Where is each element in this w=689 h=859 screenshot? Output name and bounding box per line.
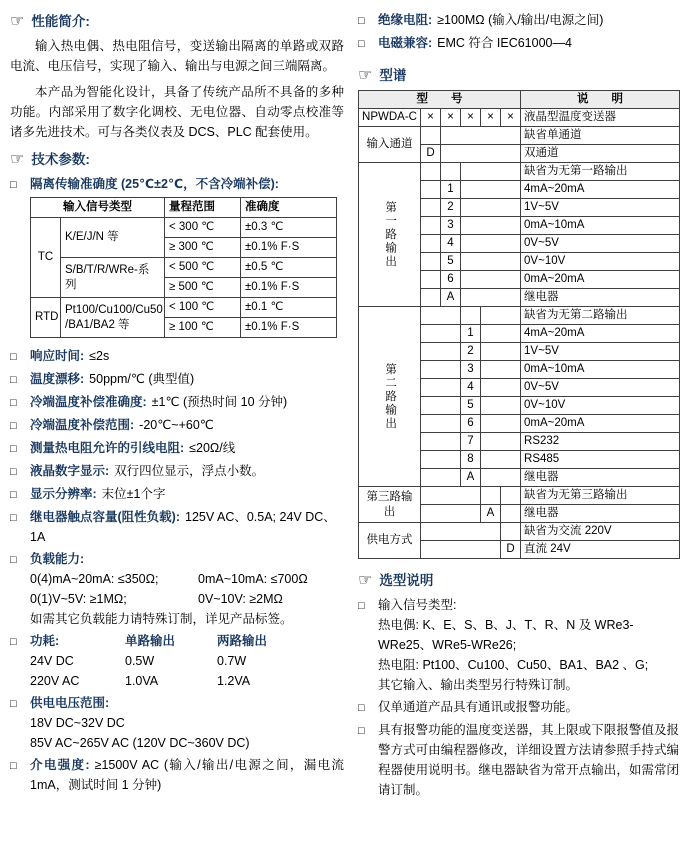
vertical-label: 第二路输出	[384, 362, 397, 431]
selection-title: 选型说明	[379, 573, 434, 588]
model-spectrum-title: 型谱	[379, 68, 407, 83]
emc-value: EMC 符合 IEC61000—4	[437, 36, 572, 50]
emc-body	[378, 33, 679, 54]
load-line-2a: 0(1)V~5V: ≥1MΩ;	[30, 592, 127, 606]
param-item	[10, 415, 344, 436]
selection-item-single-channel	[358, 697, 679, 718]
power-row-name: 220V AC	[30, 674, 80, 688]
option-code: 5	[461, 397, 481, 415]
option-desc: 0V~10V	[521, 253, 680, 271]
empty-cell	[461, 271, 521, 289]
bullet-icon: □	[10, 420, 17, 432]
row	[31, 258, 337, 278]
section-label-output-1	[359, 163, 421, 307]
empty-cell	[421, 235, 441, 253]
load-label: 负载能力:	[30, 552, 85, 566]
accuracy-table	[30, 197, 337, 338]
option-desc: 4mA~20mA	[521, 325, 680, 343]
param-body	[30, 369, 344, 390]
option-desc: 0mA~20mA	[521, 415, 680, 433]
param-item	[10, 507, 344, 547]
row	[359, 109, 680, 127]
empty-cell	[481, 361, 521, 379]
model-header: 型 号	[359, 91, 521, 109]
option-desc: 4mA~20mA	[521, 181, 680, 199]
section-heading-tech-params	[10, 148, 344, 168]
acc-value: ±0.1% F·S	[241, 278, 337, 298]
option-code: 4	[461, 379, 481, 397]
load-line-1b: 0mA~10mA: ≤700Ω	[198, 572, 308, 586]
row	[359, 487, 680, 505]
section-label-output-2	[359, 307, 421, 487]
param-body	[30, 461, 344, 482]
option-desc: 双通道	[521, 145, 680, 163]
acc-header-range: 量程范围	[165, 198, 241, 218]
param-label: 冷端温度补偿准确度:	[30, 395, 147, 409]
row	[31, 218, 337, 238]
insulation-value: ≥100MΩ (输入/输出/电源之间)	[437, 13, 604, 27]
option-code: 8	[461, 451, 481, 469]
option-code	[461, 307, 481, 325]
option-desc: 0V~5V	[521, 235, 680, 253]
row	[359, 523, 680, 541]
acc-range: ≥ 300 ℃	[165, 238, 241, 258]
bullet-icon: □	[358, 600, 365, 612]
accuracy-label: 隔离传输准确度 (25℃±2℃，不含冷端补偿):	[30, 177, 279, 191]
param-value: -20℃~+60℃	[139, 418, 214, 432]
option-desc: RS232	[521, 433, 680, 451]
empty-cell	[421, 271, 441, 289]
empty-cell	[421, 307, 461, 325]
option-code: 6	[461, 415, 481, 433]
acc-range: < 100 ℃	[165, 298, 241, 318]
param-item	[10, 369, 344, 390]
param-item	[10, 392, 344, 413]
intro-paragraph-1: 输入热电偶、热电阻信号，变送输出隔离的单路或双路电流、电压信号，实现了输入、输出与电源之间三端隔离。	[10, 39, 344, 73]
empty-cell	[481, 415, 521, 433]
selection-line-thermocouple: 热电偶: K、E、S、B、J、T、R、N 及 WRe3-WRe25、WRe5-WRe26;	[378, 618, 634, 652]
option-code: 1	[441, 181, 461, 199]
model-spectrum-table	[358, 90, 680, 559]
bullet-icon: □	[10, 512, 17, 524]
option-code: A	[481, 505, 501, 523]
empty-cell	[461, 235, 521, 253]
empty-cell	[461, 289, 521, 307]
power-row-name: 24V DC	[30, 654, 74, 668]
selection-item-body	[378, 595, 679, 695]
option-code: 3	[441, 217, 461, 235]
section-heading-performance	[10, 10, 344, 30]
bullet-icon: □	[358, 702, 365, 714]
hand-icon: ☞	[10, 151, 25, 168]
param-value: 末位±1个字	[101, 487, 166, 501]
x-mark: ×	[501, 109, 521, 127]
bullet-icon: □	[358, 38, 365, 50]
insulation-item	[358, 10, 679, 31]
option-desc: 0mA~20mA	[521, 271, 680, 289]
option-desc: 继电器	[521, 289, 680, 307]
dielectric-label: 介电强度:	[30, 758, 90, 772]
empty-cell	[481, 343, 521, 361]
x-mark: ×	[441, 109, 461, 127]
option-desc: 0V~5V	[521, 379, 680, 397]
param-label: 显示分辨率:	[30, 487, 97, 501]
acc-type: K/E/J/N 等	[61, 218, 165, 258]
power-row-value: 1.0VA	[125, 674, 159, 688]
option-code: D	[501, 541, 521, 559]
power-row-value: 1.2VA	[217, 674, 251, 688]
param-label: 响应时间:	[30, 349, 85, 363]
bullet-icon: □	[358, 15, 365, 27]
dielectric-body	[30, 755, 344, 795]
empty-cell	[421, 397, 461, 415]
power-row-value: 0.5W	[125, 654, 155, 668]
performance-title: 性能简介:	[31, 14, 90, 29]
empty-cell	[421, 199, 441, 217]
bullet-icon: □	[10, 466, 17, 478]
empty-cell	[421, 343, 461, 361]
emc-item	[358, 33, 679, 54]
acc-header-type: 输入信号类型	[31, 198, 165, 218]
option-code: 2	[461, 343, 481, 361]
empty-cell	[461, 217, 521, 235]
empty-cell	[421, 523, 501, 541]
option-code: 1	[461, 325, 481, 343]
power-row-value: 0.7W	[217, 654, 247, 668]
option-code	[421, 127, 441, 145]
bullet-icon: □	[10, 351, 17, 363]
param-value: ≤2s	[89, 349, 110, 363]
bullet-icon: □	[10, 179, 17, 191]
option-desc: 缺省为交流 220V	[521, 523, 680, 541]
empty-cell	[421, 505, 481, 523]
row	[359, 91, 680, 109]
hand-icon: ☞	[10, 13, 25, 30]
empty-cell	[421, 163, 441, 181]
option-desc: 继电器	[521, 469, 680, 487]
acc-value: ±0.1 ℃	[241, 298, 337, 318]
section-label-output-3: 第三路输出	[359, 487, 421, 523]
param-body	[30, 415, 344, 436]
bullet-icon: □	[10, 489, 17, 501]
option-desc: 缺省单通道	[521, 127, 680, 145]
empty-cell	[501, 505, 521, 523]
param-body	[30, 484, 344, 505]
power-item	[10, 631, 344, 691]
row	[31, 198, 337, 218]
section-label-input-channel: 输入通道	[359, 127, 421, 163]
option-desc: 1V~5V	[521, 343, 680, 361]
hand-icon: ☞	[358, 572, 373, 589]
acc-range: < 500 ℃	[165, 258, 241, 278]
option-code: A	[441, 289, 461, 307]
supply-voltage-body	[30, 693, 344, 753]
x-mark: ×	[481, 109, 501, 127]
option-desc: 0V~10V	[521, 397, 680, 415]
empty-cell	[421, 415, 461, 433]
param-value: ±1℃ (预热时间 10 分钟)	[151, 395, 288, 409]
bullet-icon: □	[10, 443, 17, 455]
option-code: 6	[441, 271, 461, 289]
bullet-icon: □	[10, 698, 17, 710]
load-capability-body	[30, 549, 344, 629]
param-label: 继电器触点容量(阻性负载):	[30, 510, 180, 524]
acc-type: S/B/T/R/WRe-系列	[61, 258, 165, 298]
param-label: 测量热电阻允许的引线电阻:	[30, 441, 185, 455]
param-item	[10, 484, 344, 505]
selection-item-signal-types	[358, 595, 679, 695]
acc-header-acc: 准确度	[241, 198, 337, 218]
acc-group-rtd: RTD	[31, 298, 61, 338]
acc-group-tc: TC	[31, 218, 61, 298]
acc-range: < 300 ℃	[165, 218, 241, 238]
param-body	[30, 507, 344, 547]
option-desc: RS485	[521, 451, 680, 469]
insulation-body	[378, 10, 679, 31]
empty-cell	[481, 325, 521, 343]
supply-line-1: 18V DC~32V DC	[30, 716, 125, 730]
option-desc: 0mA~10mA	[521, 361, 680, 379]
empty-cell	[421, 361, 461, 379]
selection-item-alarm	[358, 720, 679, 800]
option-desc: 0mA~10mA	[521, 217, 680, 235]
selection-item-body: 仅单通道产品具有通讯或报警功能。	[378, 700, 579, 714]
option-code: 2	[441, 199, 461, 217]
param-value: 双行四位显示，浮点小数。	[114, 464, 265, 478]
empty-cell	[461, 253, 521, 271]
load-note: 如需其它负载能力请特殊订制，详见产品标签。	[30, 612, 293, 626]
empty-cell	[441, 127, 521, 145]
option-desc: 缺省为无第一路输出	[521, 163, 680, 181]
option-code	[481, 487, 501, 505]
param-body	[30, 346, 344, 367]
row	[359, 163, 680, 181]
empty-cell	[481, 469, 521, 487]
acc-value: ±0.1% F·S	[241, 318, 337, 338]
bullet-icon: □	[10, 636, 17, 648]
empty-cell	[481, 379, 521, 397]
section-heading-model-spectrum	[358, 64, 679, 84]
option-code	[441, 163, 461, 181]
empty-cell	[421, 541, 501, 559]
emc-label: 电磁兼容:	[378, 36, 433, 50]
selection-item-body: 具有报警功能的温度变送器，其上限或下限报警值及报警方式可由编程器修改，详细设置方法请参照手持式编程器使用说明书。继电器缺省为常开点输出，如需常闭请订制。	[378, 723, 679, 797]
row	[31, 298, 337, 318]
left-column	[10, 8, 344, 802]
param-item	[10, 438, 344, 459]
selection-line-rtd: 热电阻: Pt100、Cu100、Cu50、BA1、BA2 、G;	[378, 658, 649, 672]
param-value: 125V AC、0.5A; 24V DC、1A	[30, 510, 336, 544]
param-label: 温度漂移:	[30, 372, 85, 386]
empty-cell	[501, 487, 521, 505]
param-item	[10, 346, 344, 367]
option-code: 5	[441, 253, 461, 271]
power-col-single: 单路输出	[125, 634, 176, 648]
insulation-label: 绝缘电阻:	[378, 13, 433, 27]
accuracy-item	[10, 174, 344, 195]
option-code: A	[461, 469, 481, 487]
param-label: 液晶数字显示:	[30, 464, 110, 478]
empty-cell	[421, 487, 481, 505]
hand-icon: ☞	[358, 67, 373, 84]
param-label: 冷端温度补偿范围:	[30, 418, 135, 432]
empty-cell	[421, 325, 461, 343]
param-body	[30, 438, 344, 459]
empty-cell	[461, 163, 521, 181]
right-column	[358, 8, 679, 802]
option-desc: 缺省为无第二路输出	[521, 307, 680, 325]
empty-cell	[421, 289, 441, 307]
empty-cell	[481, 433, 521, 451]
empty-cell	[481, 451, 521, 469]
intro-paragraph-2: 本产品为智能化设计，具备了传统产品所不具备的多种功能。内部采用了数字化调校、无电位器、自动零点校准等诸多先进技术。可与各类仪表及 DCS、PLC 配套使用。	[10, 85, 344, 139]
option-code: 4	[441, 235, 461, 253]
empty-cell	[481, 397, 521, 415]
acc-value: ±0.5 ℃	[241, 258, 337, 278]
acc-value: ±0.3 ℃	[241, 218, 337, 238]
acc-type: Pt100/Cu100/Cu50 /BA1/BA2 等	[61, 298, 165, 338]
option-desc: 缺省为无第三路输出	[521, 487, 680, 505]
option-code	[501, 523, 521, 541]
x-mark: ×	[461, 109, 481, 127]
empty-cell	[461, 181, 521, 199]
param-item	[10, 461, 344, 482]
x-mark: ×	[421, 109, 441, 127]
selection-signal-label: 输入信号类型:	[378, 598, 457, 612]
row	[359, 127, 680, 145]
load-line-2b: 0V~10V: ≥2MΩ	[198, 592, 283, 606]
supply-voltage-item	[10, 693, 344, 753]
empty-cell	[421, 451, 461, 469]
dielectric-value: ≥1500V AC (输入/输出/电源之间，漏电流 1mA，测试时间 1 分钟)	[30, 758, 344, 792]
load-line-1a: 0(4)mA~20mA: ≤350Ω;	[30, 572, 159, 586]
param-value: 50ppm/℃ (典型值)	[89, 372, 195, 386]
product-desc: 液晶型温度变送器	[521, 109, 680, 127]
option-code: D	[421, 145, 441, 163]
power-col-dual: 两路输出	[217, 634, 268, 648]
supply-line-2: 85V AC~265V AC (120V DC~360V DC)	[30, 736, 250, 750]
vertical-label: 第一路输出	[384, 200, 397, 269]
option-desc: 直流 24V	[521, 541, 680, 559]
empty-cell	[481, 307, 521, 325]
supply-label: 供电电压范围:	[30, 696, 110, 710]
option-desc: 继电器	[521, 505, 680, 523]
empty-cell	[421, 181, 441, 199]
power-body	[30, 631, 344, 691]
bullet-icon: □	[10, 554, 17, 566]
empty-cell	[421, 379, 461, 397]
bullet-icon: □	[10, 397, 17, 409]
param-body	[30, 392, 344, 413]
acc-range: ≥ 500 ℃	[165, 278, 241, 298]
row	[359, 307, 680, 325]
acc-value: ±0.1% F·S	[241, 238, 337, 258]
dielectric-item	[10, 755, 344, 795]
acc-range: ≥ 100 ℃	[165, 318, 241, 338]
tech-params-title: 技术参数:	[31, 152, 90, 167]
power-label: 功耗:	[30, 634, 60, 648]
bullet-icon: □	[10, 374, 17, 386]
option-code: 7	[461, 433, 481, 451]
empty-cell	[421, 433, 461, 451]
bullet-icon: □	[10, 760, 17, 772]
selection-line-other: 其它输入、输出类型另行特殊订制。	[378, 678, 579, 692]
empty-cell	[461, 199, 521, 217]
load-capability-item	[10, 549, 344, 629]
product-code: NPWDA-C	[359, 109, 421, 127]
accuracy-item-body	[30, 174, 344, 195]
empty-cell	[421, 469, 461, 487]
empty-cell	[421, 217, 441, 235]
bullet-icon: □	[358, 725, 365, 737]
option-desc: 1V~5V	[521, 199, 680, 217]
empty-cell	[441, 145, 521, 163]
section-heading-selection	[358, 569, 679, 589]
param-value: ≤20Ω/线	[189, 441, 236, 455]
section-label-power-supply: 供电方式	[359, 523, 421, 559]
desc-header: 说 明	[521, 91, 680, 109]
empty-cell	[421, 253, 441, 271]
option-code: 3	[461, 361, 481, 379]
